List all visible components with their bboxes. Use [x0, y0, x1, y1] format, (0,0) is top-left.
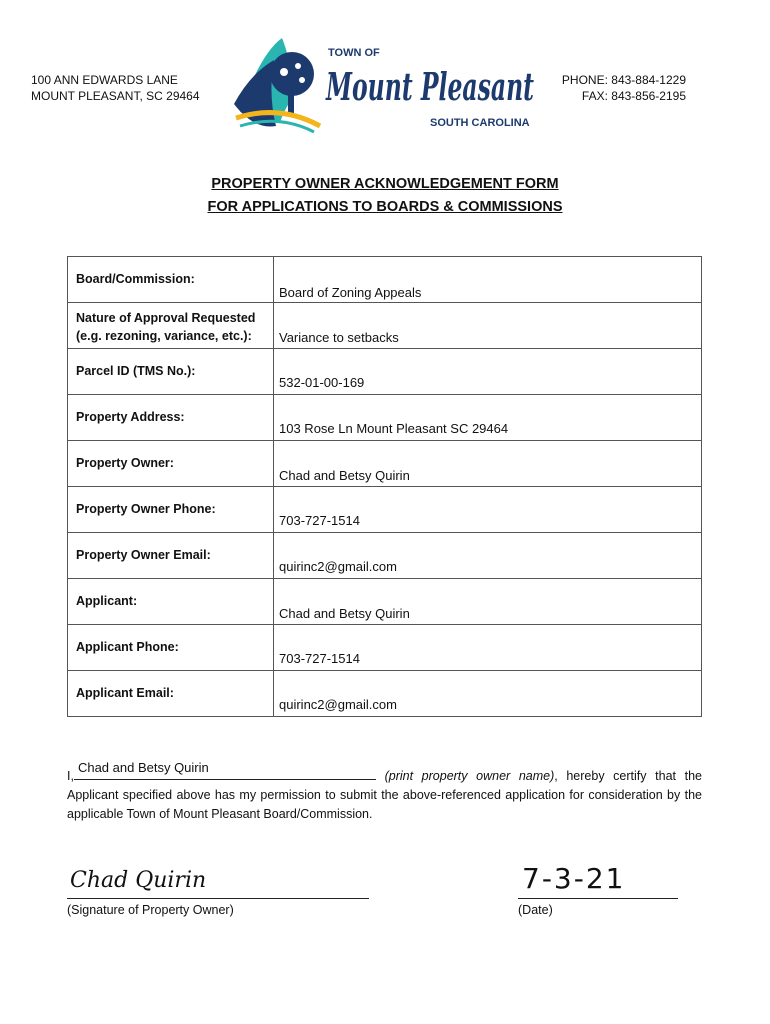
- board-commission-field[interactable]: [274, 257, 702, 303]
- town-contact: [562, 72, 686, 104]
- property-owner-phone-field[interactable]: [274, 487, 702, 533]
- applicant-field[interactable]: [274, 579, 702, 625]
- form-title-line-1: PROPERTY OWNER ACKNOWLEDGEMENT FORM: [211, 176, 559, 192]
- signature-caption: (Signature of Property Owner): [67, 903, 234, 917]
- field-value: quirinc2@gmail.com: [279, 697, 397, 712]
- parcel-id-field[interactable]: [274, 349, 702, 395]
- table-row: [68, 487, 702, 533]
- fax-number: FAX: 843-856-2195: [581, 89, 686, 103]
- property-owner-email-field[interactable]: [274, 533, 702, 579]
- field-label-multiline: [68, 303, 274, 349]
- logo-town-of: TOWN OF: [328, 47, 380, 59]
- field-label: Property Owner:: [68, 441, 274, 487]
- table-row: [68, 533, 702, 579]
- field-label: Property Owner Email:: [68, 533, 274, 579]
- town-logo: [230, 34, 540, 134]
- field-label: Board/Commission:: [68, 257, 274, 303]
- applicant-email-field[interactable]: [274, 671, 702, 717]
- field-value: 532-01-00-169: [279, 375, 365, 390]
- table-row: [68, 395, 702, 441]
- owner-name-value: Chad and Betsy Quirin: [77, 760, 209, 775]
- field-label: Applicant Phone:: [68, 625, 274, 671]
- date-caption: (Date): [518, 903, 553, 917]
- cert-prefix: I,: [67, 769, 74, 783]
- field-label: Property Owner Phone:: [68, 487, 274, 533]
- cert-text: , hereby certify that the Applicant specified above has my permission to submit the above-referenced application for consideration by the applicable Town of Mount Pleasant Board/Commission.: [67, 769, 702, 821]
- field-label: Applicant Email:: [68, 671, 274, 717]
- field-value: Chad and Betsy Quirin: [279, 468, 410, 483]
- table-row: [68, 671, 702, 717]
- address-line-2: MOUNT PLEASANT, SC 29464: [31, 89, 200, 103]
- logo-state: SOUTH CAROLINA: [430, 117, 530, 129]
- owner-signature: Chad Quirin: [70, 868, 207, 893]
- table-row: [68, 441, 702, 487]
- signed-date: 7-3-21: [522, 862, 626, 895]
- table-row: [68, 579, 702, 625]
- nature-of-approval-field[interactable]: [274, 303, 702, 349]
- field-label: Parcel ID (TMS No.):: [68, 349, 274, 395]
- certification-paragraph: [67, 760, 702, 824]
- table-row: [68, 257, 702, 303]
- field-value: 103 Rose Ln Mount Pleasant SC 29464: [279, 421, 509, 436]
- cert-hint: (print property owner name): [384, 769, 555, 783]
- logo-name: Mount Pleasant: [324, 64, 535, 109]
- field-label-hint: (e.g. rezoning, variance, etc.):: [76, 329, 252, 343]
- field-label: Property Address:: [68, 395, 274, 441]
- date-line[interactable]: [518, 898, 678, 899]
- owner-name-field[interactable]: [74, 760, 376, 780]
- address-line-1: 100 ANN EDWARDS LANE: [31, 73, 178, 87]
- field-value: Variance to setbacks: [279, 330, 399, 345]
- field-value: Board of Zoning Appeals: [279, 285, 422, 300]
- form-table: [67, 256, 702, 717]
- field-label: Nature of Approval Requested: [76, 311, 256, 325]
- town-address: [31, 72, 200, 104]
- property-address-field[interactable]: [274, 395, 702, 441]
- form-title-line-2: FOR APPLICATIONS TO BOARDS & COMMISSIONS: [207, 199, 563, 215]
- field-value: 703-727-1514: [279, 651, 360, 666]
- applicant-phone-field[interactable]: [274, 625, 702, 671]
- phone-number: PHONE: 843-884-1229: [561, 73, 686, 87]
- table-row: [68, 303, 702, 349]
- table-row: [68, 349, 702, 395]
- field-value: quirinc2@gmail.com: [279, 559, 397, 574]
- table-row: [68, 625, 702, 671]
- field-value: 703-727-1514: [279, 513, 360, 528]
- field-value: Chad and Betsy Quirin: [279, 606, 410, 621]
- signature-line[interactable]: [67, 898, 369, 899]
- property-owner-field[interactable]: [274, 441, 702, 487]
- field-label: Applicant:: [68, 579, 274, 625]
